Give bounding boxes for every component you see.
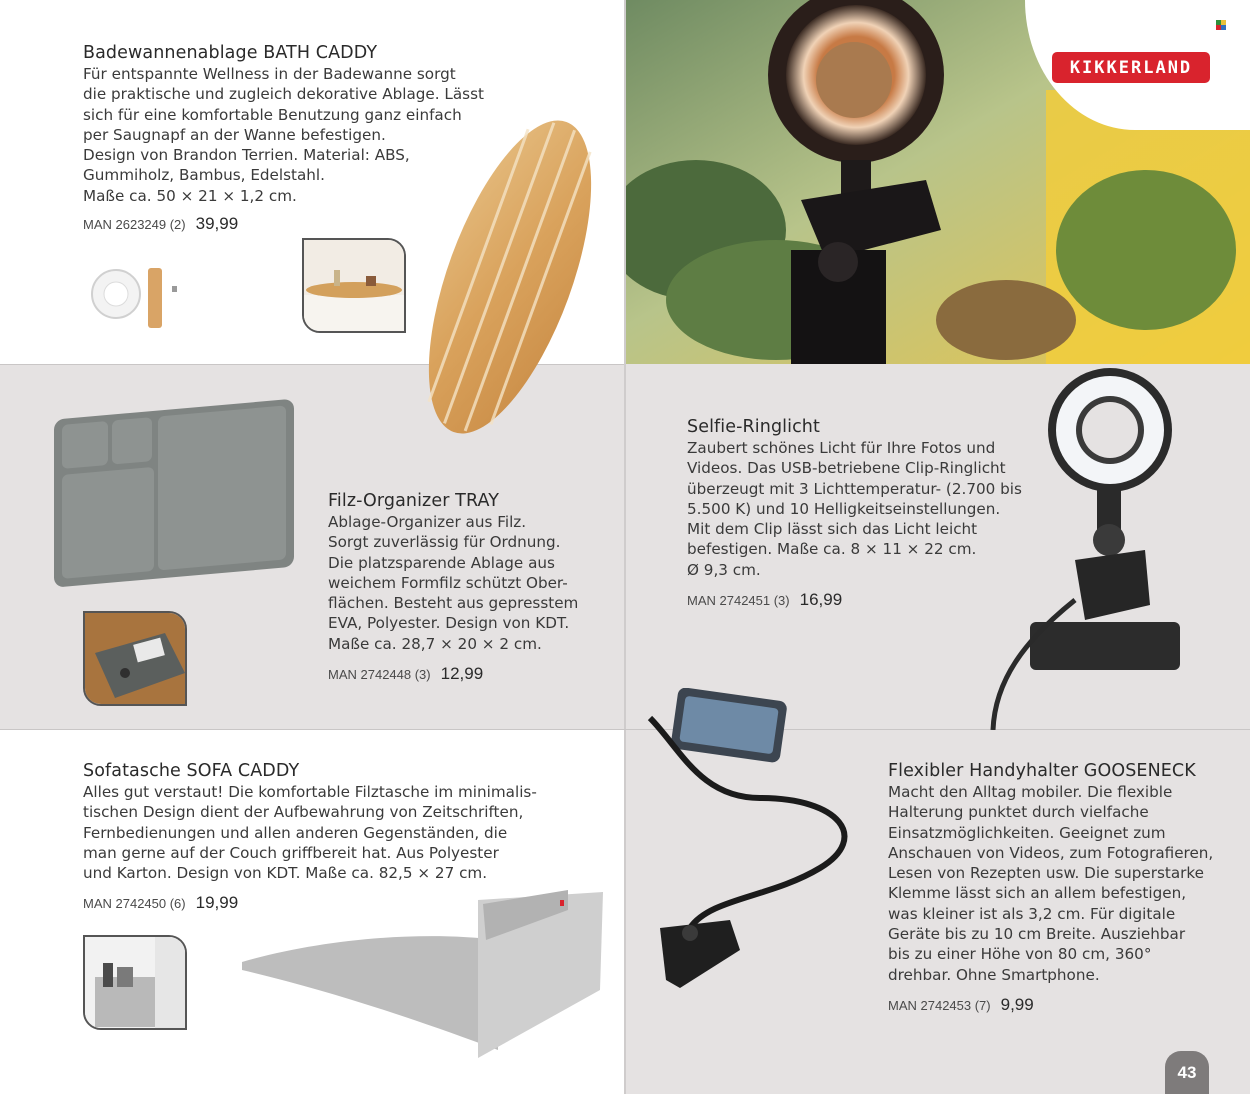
product-sku: MAN 2742450 (6) — [83, 896, 186, 912]
bath-thumbnail — [302, 238, 406, 333]
product-title: Sofatasche SOFA CADDY — [83, 761, 300, 781]
product-sku: MAN 2623249 (2) — [83, 217, 186, 233]
flag-icon — [1216, 20, 1226, 30]
sofa-caddy-photo — [238, 870, 608, 1065]
product-gooseneck — [888, 760, 1233, 1015]
product-price: 16,99 — [799, 590, 843, 610]
product-description: Macht den Alltag mobiler. Die flexible Halterung punktet durch vielfache Einsatzmöglichkeiten. Geeignet zum Anschauen von Videos, zum Fotografieren, Lesen von Rezepten usw. Die superstarke Klemme lässt sich an allem befestigen, was kleiner ist als 3,2 cm. Für digitale Geräte bis zu 10 cm Breite. Ausziehbar bis zu einer Höhe von 80 cm, 360° drehbar. Ohne Smartphone. — [888, 783, 1214, 984]
product-price: 9,99 — [1000, 994, 1034, 1014]
suction-cup-icon — [88, 262, 188, 332]
product-sku: MAN 2742451 (3) — [687, 593, 790, 609]
product-description: Ablage-Organizer aus Filz. Sorgt zuverlässig für Ordnung. Die platzsparende Ablage aus weichem Formfilz schützt Ober- flächen. Besteht aus gepresstem EVA, Polyester. Design von KDT. Maße ca. 28,7 × 20 × 2 cm. — [328, 513, 579, 653]
tray-thumbnail — [83, 611, 187, 706]
felt-tray-photo — [50, 390, 302, 590]
product-title: Filz-Organizer TRAY — [328, 491, 500, 511]
page-number: 43 — [1165, 1051, 1209, 1094]
product-sku: MAN 2742453 (7) — [888, 997, 991, 1013]
product-price: 12,99 — [440, 664, 484, 684]
product-tray — [328, 490, 608, 684]
bath-caddy-photo — [415, 112, 605, 442]
phone-holder-icon — [640, 688, 870, 1008]
product-title: Selfie-Ringlicht — [687, 417, 820, 437]
ring-light-icon — [985, 360, 1210, 730]
product-title: Flexibler Handyhalter GOOSENECK — [888, 761, 1196, 781]
brand-logo: KIKKERLAND — [1052, 52, 1210, 83]
product-title: Badewannenablage BATH CADDY — [83, 43, 378, 63]
product-description: Für entspannte Wellness in der Badewanne sorgt die praktische und zugleich dekorative Ablage. Lässt sich für eine komfortable Benutzung ganz einfach per Saugnapf an der Wanne befestigen. Design von Brandon Terrien. Material: ABS, Gummiholz, Bambus, Edelstahl. Maße ca. 50 × 21 × 1,2 cm. — [83, 65, 484, 205]
product-price: 19,99 — [195, 893, 239, 913]
product-description: Alles gut verstaut! Die komfortable Filztasche im minimalis- tischen Design dient der Aufbewahrung von Zeitschriften, Fernbedienungen und allen anderen Gegenständen, die man gerne auf der Couch griffbereit hat. Aus Polyester und Karton. Design von KDT. Maße ca. 82,5 × 27 cm. — [83, 783, 537, 883]
sofa-thumbnail — [83, 935, 187, 1030]
product-description: Zaubert schönes Licht für Ihre Fotos und Videos. Das USB-betriebene Clip-Ringlicht überzeugt mit 3 Lichttemperatur- (2.700 bis 5.500 K) und 10 Helligkeitseinstellungen. Mit dem Clip lässt sich das Licht leicht befestigen. Maße ca. 8 × 11 × 22 cm. Ø 9,3 cm. — [687, 439, 1022, 579]
product-price: 39,99 — [195, 214, 239, 234]
product-sku: MAN 2742448 (3) — [328, 667, 431, 683]
